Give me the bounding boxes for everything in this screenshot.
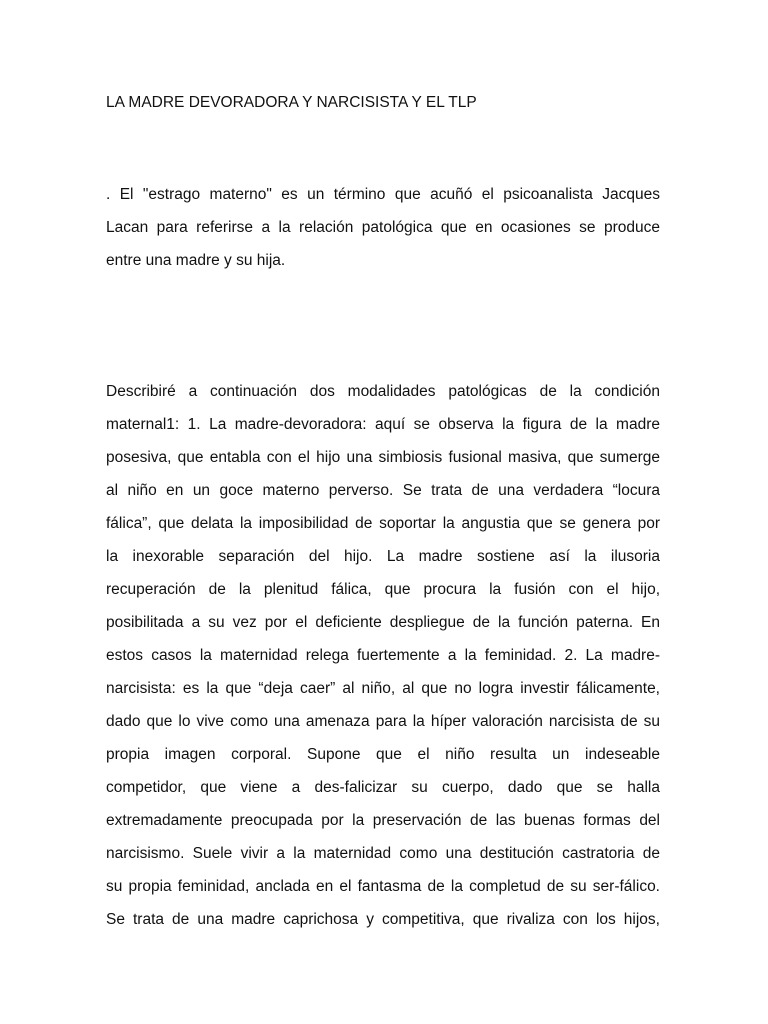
text-line: narcisista: es la que “deja caer” al niño, al que no logra investir fálicamente,	[106, 680, 660, 697]
text-line: maternal1: 1. La madre-devoradora: aquí se observa la figura de la madre	[106, 416, 660, 433]
text-line: posibilitada a su vez por el deficiente despliegue de la función paterna. En	[106, 614, 660, 631]
text-line: estos casos la maternidad relega fuertemente a la feminidad. 2. La madre-	[106, 647, 660, 664]
text-line: extremadamente preocupada por la preservación de las buenas formas del	[106, 812, 660, 829]
text-line: recuperación de la plenitud fálica, que procura la fusión con el hijo,	[106, 581, 660, 598]
document-title: LA MADRE DEVORADORA Y NARCISISTA Y EL TLP	[106, 94, 477, 111]
text-line: dado que lo vive como una amenaza para la híper valoración narcisista de su	[106, 713, 660, 730]
paragraph-intro	[106, 178, 660, 277]
text-line: . El "estrago materno" es un término que acuñó el psicoanalista Jacques	[106, 186, 660, 203]
text-line: propia imagen corporal. Supone que el niño resulta un indeseable	[106, 746, 660, 763]
text-line: narcisismo. Suele vivir a la maternidad como una destitución castratoria de	[106, 845, 660, 862]
text-line: fálica”, que delata la imposibilidad de soportar la angustia que se genera por	[106, 515, 660, 532]
text-line: Describiré a continuación dos modalidades patológicas de la condición	[106, 383, 660, 400]
text-line: la inexorable separación del hijo. La madre sostiene así la ilusoria	[106, 548, 660, 565]
text-line: Se trata de una madre caprichosa y competitiva, que rivaliza con los hijos,	[106, 911, 660, 928]
text-line: su propia feminidad, anclada en el fantasma de la completud de su ser-fálico.	[106, 878, 660, 895]
text-line: entre una madre y su hija.	[106, 252, 286, 269]
text-line: al niño en un goce materno perverso. Se trata de una verdadera “locura	[106, 482, 660, 499]
paragraph-body	[106, 375, 660, 936]
text-line: posesiva, que entabla con el hijo una simbiosis fusional masiva, que sumerge	[106, 449, 660, 466]
text-line: competidor, que viene a des-falicizar su cuerpo, dado que se halla	[106, 779, 660, 796]
text-line: Lacan para referirse a la relación patológica que en ocasiones se produce	[106, 219, 660, 236]
